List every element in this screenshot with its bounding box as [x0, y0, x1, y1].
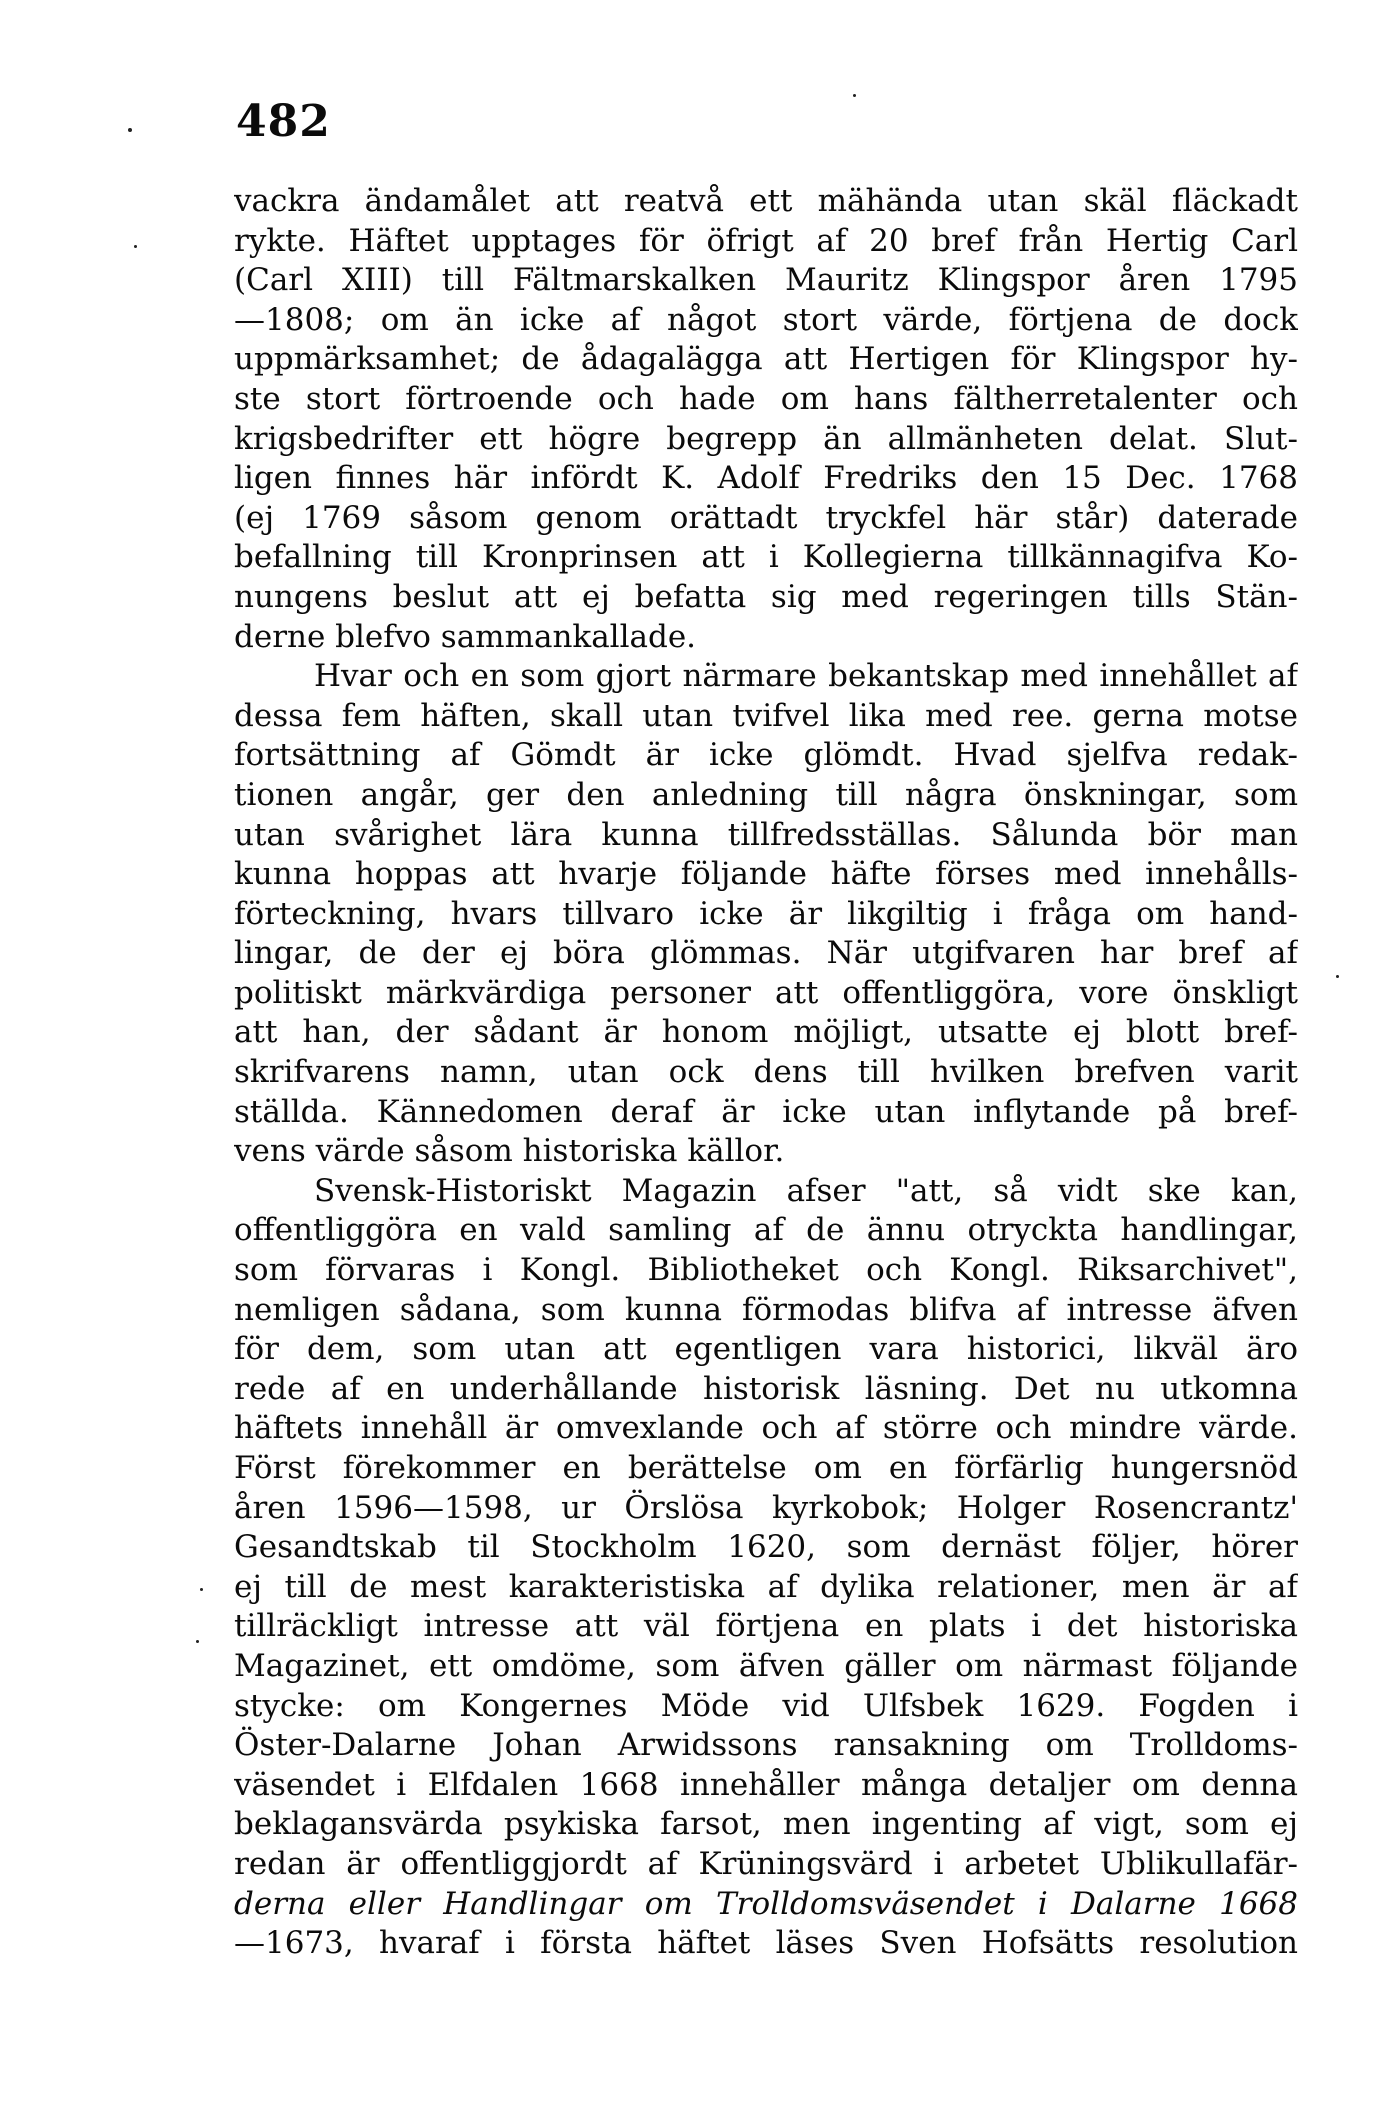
- text-line: tillräckligt intresse att väl förtjena en plats i det historiska: [234, 1608, 1298, 1645]
- text-line: derna eller Handlingar om Trolldomsväsendet i Dalarne 1668: [234, 1885, 1298, 1922]
- text-line: nungens beslut att ej befatta sig med regeringen tills Stän-: [234, 578, 1298, 615]
- text-line: ligen finnes här infördt K. Adolf Fredriks den 15 Dec. 1768: [234, 460, 1298, 497]
- text-line: krigsbedrifter ett högre begrepp än allmänheten delat. Slut-: [234, 420, 1298, 457]
- text-line: utan svårighet lära kunna tillfredsställas. Sålunda bör man: [234, 816, 1298, 853]
- text-line: ej till de mest karakteristiska af dylika relationer, men är af: [234, 1568, 1298, 1605]
- text-line: politiskt märkvärdiga personer att offentliggöra, vore önskligt: [234, 974, 1298, 1011]
- text-line: för dem, som utan att egentligen vara historici, likväl äro: [234, 1331, 1298, 1368]
- text-line: att han, der sådant är honom möjligt, utsatte ej blott bref-: [234, 1014, 1298, 1051]
- text-line: Gesandtskab til Stockholm 1620, som dernäst följer, hörer: [234, 1529, 1298, 1566]
- text-line: redan är offentliggjordt af Krüningsvärd i arbetet Ublikullafär-: [234, 1845, 1298, 1882]
- scan-speck: [853, 94, 856, 97]
- text-line: fortsättning af Gömdt är icke glömdt. Hvad sjelfva redak-: [234, 737, 1298, 774]
- text-line: Hvar och en som gjort närmare bekantskap med innehållet af: [314, 658, 1298, 695]
- scan-speck: [134, 245, 137, 248]
- text-line: (Carl XIII) till Fältmarskalken Mauritz Klingspor åren 1795: [234, 262, 1298, 299]
- text-line: —1808; om än icke af något stort värde, förtjena de dock: [234, 301, 1298, 338]
- text-line: (ej 1769 såsom genom orättadt tryckfel här står) daterade: [234, 499, 1298, 536]
- scan-speck: [128, 128, 132, 132]
- text-line: rede af en underhållande historisk läsning. Det nu utkomna: [234, 1370, 1298, 1407]
- text-line: derne blefvo sammankallade.: [234, 618, 697, 655]
- text-line: tionen angår, ger den anledning till några önskningar, som: [234, 776, 1298, 813]
- text-line: Först förekommer en berättelse om en förfärlig hungersnöd: [234, 1450, 1298, 1486]
- text-line: vens värde såsom historiska källor.: [234, 1133, 785, 1170]
- text-line: väsendet i Elfdalen 1668 innehåller många detaljer om denna: [234, 1766, 1298, 1803]
- scan-speck: [1336, 975, 1339, 978]
- text-line: kunna hoppas att hvarje följande häfte förses med innehålls-: [234, 856, 1298, 893]
- text-line: beklagansvärda psykiska farsot, men ingenting af vigt, som ej: [234, 1806, 1298, 1843]
- text-line: häftets innehåll är omvexlande och af större och mindre värde.: [234, 1410, 1298, 1447]
- text-line: Öster-Dalarne Johan Arwidssons ransakning om Trolldoms-: [234, 1727, 1298, 1764]
- text-line: befallning till Kronprinsen att i Kollegierna tillkännagifva Ko-: [234, 539, 1298, 576]
- text-line: stycke: om Kongernes Möde vid Ulfsbek 1629. Fogden i: [234, 1687, 1298, 1724]
- text-line: dessa fem häften, skall utan tvifvel lika med ree. gerna motse: [234, 697, 1298, 734]
- text-line: som förvaras i Kongl. Bibliotheket och Kongl. Riksarchivet",: [234, 1252, 1298, 1289]
- text-line: åren 1596—1598, ur Örslösa kyrkobok; Holger Rosencrantz': [234, 1489, 1298, 1526]
- text-line: ste stort förtroende och hade om hans fältherretalenter och: [234, 380, 1298, 417]
- text-line: Magazinet, ett omdöme, som äfven gäller om närmast följande: [234, 1647, 1298, 1684]
- text-line: rykte. Häftet upptages för öfrigt af 20 bref från Hertig Carl: [234, 222, 1298, 259]
- text-line: nemligen sådana, som kunna förmodas blifva af intresse äfven: [234, 1291, 1298, 1328]
- scan-speck: [200, 1588, 203, 1591]
- body-text: [234, 182, 1298, 1964]
- text-line: förteckning, hvars tillvaro icke är likgiltig i fråga om hand-: [234, 895, 1298, 932]
- text-line: skrifvarens namn, utan ock dens till hvilken brefven varit: [234, 1054, 1298, 1091]
- text-line: ställda. Kännedomen deraf är icke utan inflytande på bref-: [234, 1093, 1298, 1130]
- text-line: uppmärksamhet; de ådagalägga att Hertigen för Klingspor hy-: [234, 341, 1298, 378]
- text-line: offentliggöra en vald samling af de ännu otryckta handlingar,: [234, 1212, 1298, 1249]
- text-line: vackra ändamålet att reatvå ett mähända utan skäl fläckadt: [234, 183, 1298, 219]
- text-line: lingar, de der ej böra glömmas. När utgifvaren har bref af: [234, 935, 1298, 972]
- scan-speck: [196, 1640, 199, 1643]
- text-line: —1673, hvaraf i första häftet läses Sven Hofsätts resolution: [234, 1925, 1298, 1962]
- page-number: 482: [236, 96, 331, 147]
- text-line: Svensk-Historiskt Magazin afser "att, så vidt ske kan,: [314, 1172, 1298, 1209]
